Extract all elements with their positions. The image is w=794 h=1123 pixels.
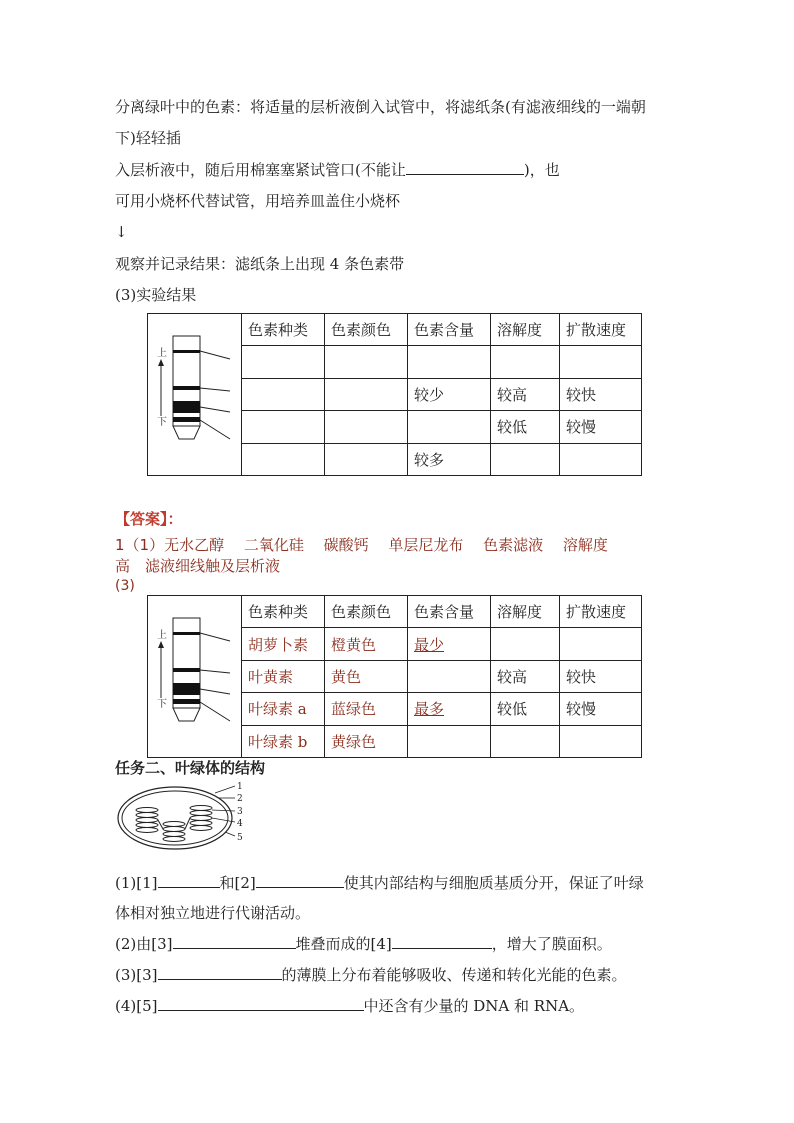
question-2: (2)由[3] 堆叠而成的[4] ，增大了膜面积。 bbox=[115, 935, 612, 953]
svg-text:3: 3 bbox=[237, 807, 243, 817]
fill-blank[interactable] bbox=[406, 160, 524, 175]
intro-line-2: 下)轻轻插 bbox=[115, 129, 181, 147]
table-row: 较低 较慢 bbox=[148, 411, 642, 443]
header-pigment-type: 色素种类 bbox=[242, 596, 325, 628]
intro-line-3-text-a: 入层析液中，随后用棉塞塞紧试管口(不能让 bbox=[115, 161, 406, 179]
svg-text:5: 5 bbox=[237, 833, 243, 843]
answer-line-1: 1（1）无水乙醇 二氧化硅 碳酸钙 单层尼龙布 色素滤液 溶解度 bbox=[115, 536, 608, 554]
svg-text:2: 2 bbox=[237, 794, 243, 804]
fill-blank[interactable] bbox=[158, 965, 282, 980]
down-arrow-icon: ↓ bbox=[115, 223, 128, 241]
svg-text:4: 4 bbox=[237, 819, 243, 829]
table-row: 叶绿素 a 蓝绿色 最多 较低 较慢 bbox=[148, 693, 642, 725]
header-pigment-color: 色素颜色 bbox=[325, 596, 408, 628]
filter-strip-icon bbox=[148, 314, 241, 471]
header-pigment-color: 色素颜色 bbox=[325, 314, 408, 346]
intro-line-3-text-b: )，也 bbox=[523, 161, 560, 179]
intro-line-5: 观察并记录结果：滤纸条上出现 4 条色素带 bbox=[115, 255, 405, 273]
fill-blank[interactable] bbox=[256, 873, 344, 888]
svg-text:下: 下 bbox=[157, 417, 167, 428]
results-table bbox=[147, 313, 642, 476]
answer-title: 【答案】： bbox=[115, 510, 183, 528]
intro-line-4: 可用小烧杯代替试管，用培养皿盖住小烧杯 bbox=[115, 192, 401, 210]
chromatography-diagram bbox=[148, 314, 242, 476]
section-3-title: (3)实验结果 bbox=[115, 286, 197, 304]
header-solubility: 溶解度 bbox=[491, 314, 560, 346]
table-row: 胡萝卜素 橙黄色 最少 bbox=[148, 628, 642, 660]
table-row: 叶绿素 b 黄绿色 bbox=[148, 725, 642, 757]
header-diffusion-speed: 扩散速度 bbox=[560, 314, 642, 346]
table-row: 叶黄素 黄色 较高 较快 bbox=[148, 660, 642, 692]
chloroplast-diagram bbox=[115, 780, 255, 852]
intro-line-3 bbox=[115, 160, 560, 180]
svg-text:下: 下 bbox=[157, 699, 167, 710]
svg-text:上: 上 bbox=[157, 630, 167, 641]
answer-table bbox=[147, 595, 642, 758]
header-solubility: 溶解度 bbox=[491, 596, 560, 628]
svg-text:上: 上 bbox=[157, 348, 167, 359]
question-3: (3)[3] 的薄膜上分布着能够吸收、传递和转化光能的色素。 bbox=[115, 966, 627, 984]
header-diffusion-speed: 扩散速度 bbox=[560, 596, 642, 628]
chromatography-diagram-answer bbox=[148, 596, 242, 758]
filter-strip-icon bbox=[148, 596, 241, 753]
table-row: 较少 较高 较快 bbox=[148, 378, 642, 410]
task-2-heading: 任务二、叶绿体的结构 bbox=[115, 759, 266, 777]
table-row: 较多 bbox=[148, 443, 642, 475]
answer-line-2: 高 滤液细线触及层析液 bbox=[115, 557, 281, 575]
fill-blank[interactable] bbox=[158, 996, 364, 1011]
question-1: (1)[1] 和[2] 使其内部结构与细胞质基质分开，保证了叶绿 bbox=[115, 874, 644, 892]
question-4: (4)[5] 中还含有少量的 DNA 和 RNA。 bbox=[115, 997, 585, 1015]
header-pigment-type: 色素种类 bbox=[242, 314, 325, 346]
intro-line-1: 分离绿叶中的色素：将适量的层析液倒入试管中，将滤纸条(有滤液细线的一端朝 bbox=[115, 98, 646, 116]
header-pigment-content: 色素含量 bbox=[408, 596, 491, 628]
fill-blank[interactable] bbox=[158, 873, 220, 888]
fill-blank[interactable] bbox=[392, 934, 492, 949]
header-pigment-content: 色素含量 bbox=[408, 314, 491, 346]
svg-text:1: 1 bbox=[237, 782, 243, 792]
question-1-cont: 体相对独立地进行代谢活动。 bbox=[115, 904, 311, 922]
fill-blank[interactable] bbox=[173, 934, 296, 949]
answer-line-3: (3) bbox=[115, 578, 135, 594]
